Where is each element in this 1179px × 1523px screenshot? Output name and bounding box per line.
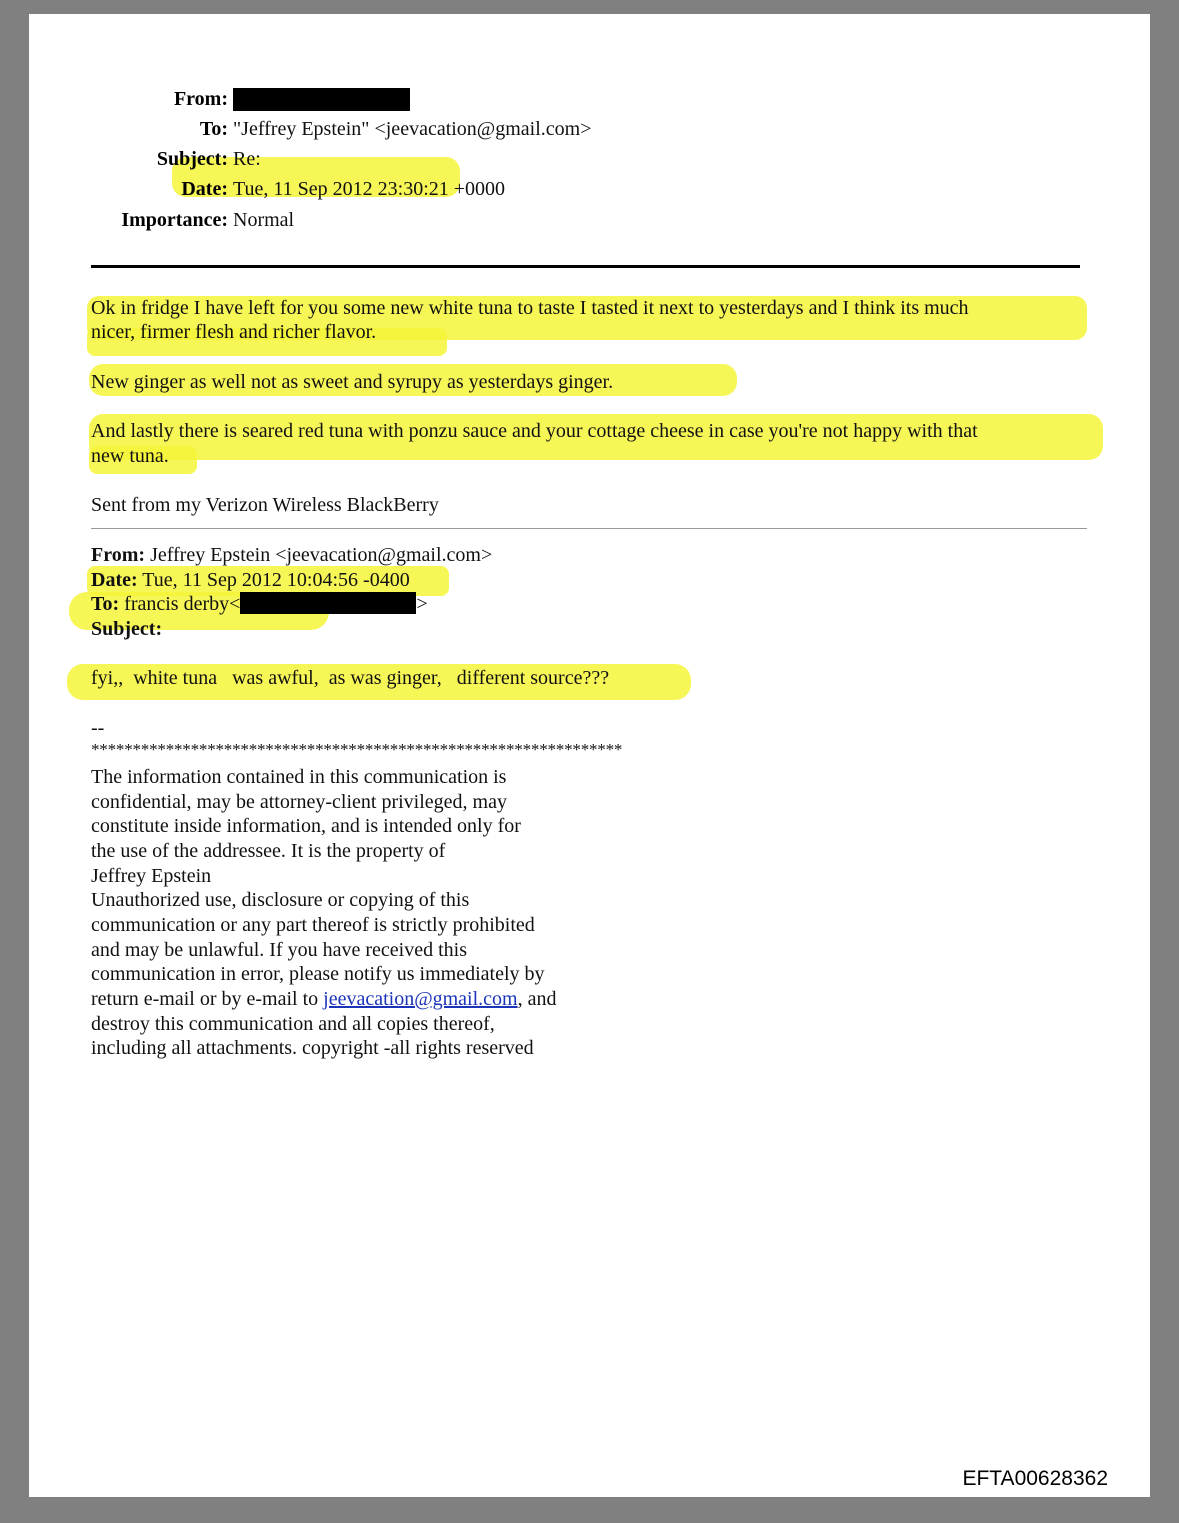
quoted-message: fyi,, white tuna was awful, as was ginger, different source??? — [91, 667, 610, 689]
quoted-from-value: Jeffrey Epstein <jeevacation@gmail.com> — [150, 544, 493, 566]
disclaimer-line: communication or any part thereof is strictly prohibited — [91, 914, 535, 936]
quoted-dashes: -- — [91, 717, 105, 739]
quoted-from-label: From: — [91, 544, 146, 566]
quoted-stars: **************************************************************** — [91, 740, 623, 759]
quoted-to-redacted — [240, 592, 416, 614]
document-id: EFTA00628362 — [962, 1467, 1108, 1490]
quoted-to-row — [91, 592, 428, 617]
quoted-date-row — [91, 568, 410, 593]
header-divider — [91, 265, 1080, 268]
signature: Sent from my Verizon Wireless BlackBerry — [91, 494, 439, 516]
header-from-redacted — [233, 88, 410, 117]
disclaimer-return-suffix: , and — [517, 988, 557, 1010]
disclaimer-last-line: including all attachments. copyright -all rights reserved — [91, 1037, 534, 1059]
header-importance-label: Importance: — [121, 209, 228, 231]
quoted-subject-label: Subject: — [91, 618, 163, 640]
header-subject-row — [29, 148, 1150, 176]
body-p3-line2: new tuna. — [91, 445, 169, 467]
disclaimer-line: communication in error, please notify us immediately by — [91, 963, 545, 985]
header-date-value: Tue, 11 Sep 2012 23:30:21 +0000 — [233, 178, 506, 200]
disclaimer-line: constitute inside information, and is intended only for — [91, 815, 521, 837]
disclaimer-line: confidential, may be attorney-client privileged, may — [91, 791, 507, 813]
header-from-row — [29, 88, 1150, 116]
disclaimer-line: The information contained in this communication is — [91, 766, 507, 788]
header-from-label: From: — [173, 88, 228, 110]
disclaimer-line: the use of the addressee. It is the property of — [91, 840, 446, 862]
disclaimer-return-line — [91, 987, 556, 1012]
quoted-date-value: Tue, 11 Sep 2012 10:04:56 -0400 — [142, 569, 410, 591]
header-subject-value: Re: — [233, 148, 261, 170]
disclaimer-line: Unauthorized use, disclosure or copying of this — [91, 889, 470, 911]
body-p1-line2: nicer, firmer flesh and richer flavor. — [91, 321, 377, 343]
header-subject-label: Subject: — [156, 148, 228, 170]
disclaimer-return-prefix: return e-mail or by e-mail to — [91, 988, 324, 1010]
body-p2: New ginger as well not as sweet and syrupy as yesterdays ginger. — [91, 371, 614, 393]
header-to-label: To: — [199, 118, 228, 140]
body-p1-line1: Ok in fridge I have left for you some new white tuna to taste I tasted it next to yesterdays and I think its much — [91, 297, 969, 319]
header-importance-row — [29, 209, 1150, 237]
header-to-value: "Jeffrey Epstein" <jeevacation@gmail.com> — [233, 118, 592, 140]
quoted-to-suffix: > — [416, 593, 428, 615]
quote-divider — [91, 528, 1087, 529]
quoted-to-prefix: francis derby< — [124, 593, 241, 615]
disclaimer-destroy-line: destroy this communication and all copies thereof, — [91, 1013, 495, 1035]
quoted-to-label: To: — [91, 593, 120, 615]
quoted-date-label: Date: — [91, 569, 138, 591]
header-date-row — [29, 178, 1150, 206]
header-date-label: Date: — [181, 178, 228, 200]
header-to-row — [29, 118, 1150, 146]
header-importance-value: Normal — [233, 209, 295, 231]
quoted-from-row — [91, 543, 492, 568]
document-page — [29, 14, 1150, 1497]
email-link[interactable]: jeevacation@gmail.com — [323, 988, 518, 1010]
quoted-subject-row — [91, 617, 162, 642]
disclaimer-line: Jeffrey Epstein — [91, 865, 212, 887]
disclaimer-line: and may be unlawful. If you have received this — [91, 939, 467, 961]
body-p3-line1: And lastly there is seared red tuna with ponzu sauce and your cottage cheese in case you're not happy with that — [91, 420, 978, 442]
